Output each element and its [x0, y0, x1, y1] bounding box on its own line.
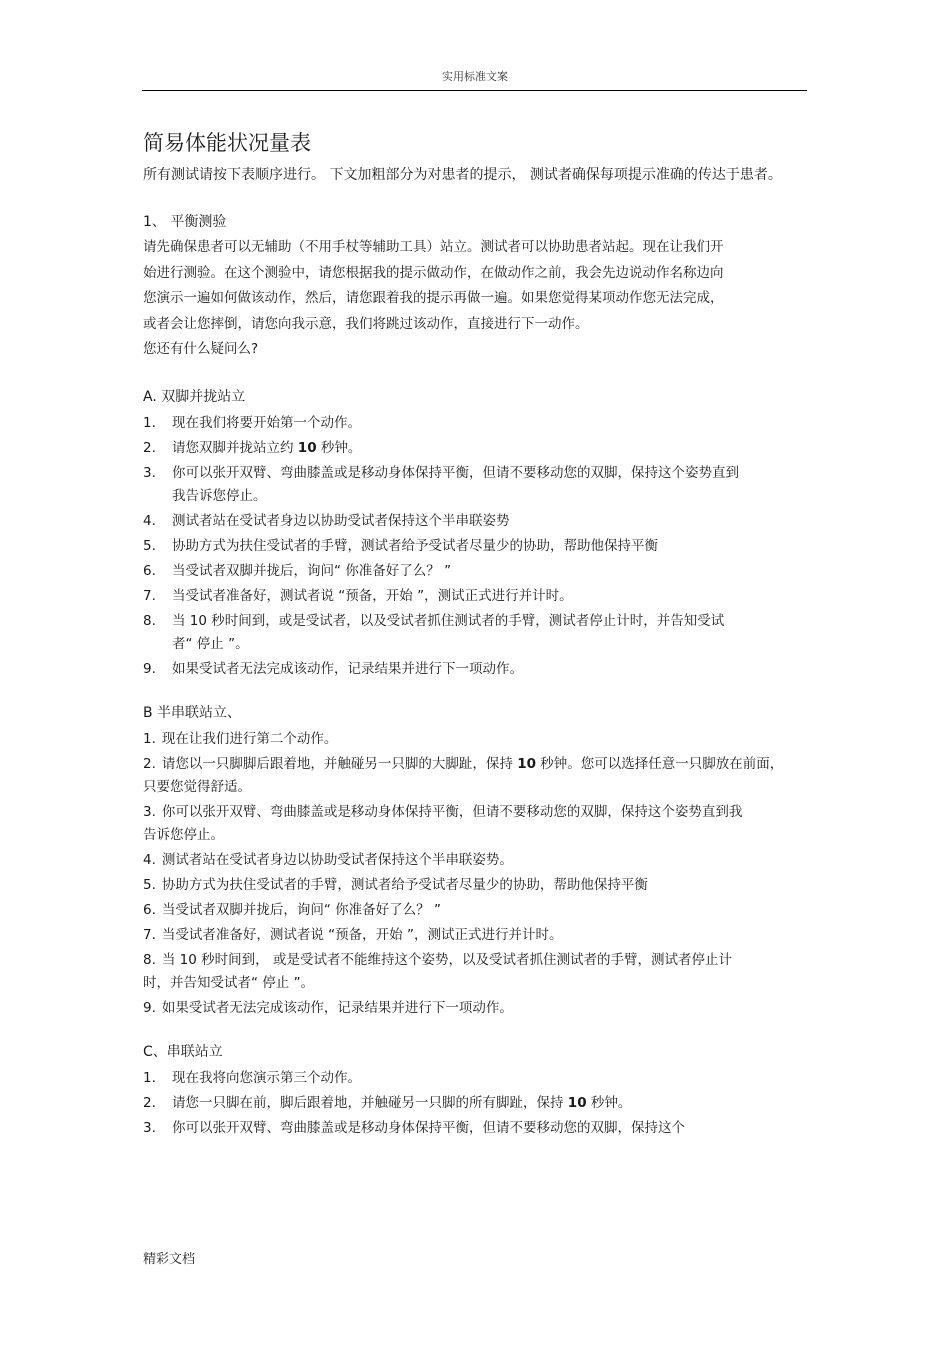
item-text: 秒钟。: [316, 439, 362, 456]
intro-paragraph: 所有测试请按下表顺序进行。 下文加粗部分为对患者的提示， 测试者确保每项提示准确的传达于患者。: [143, 167, 782, 183]
page-footer: 精彩文档: [143, 1252, 196, 1267]
item-text: 当受试者双脚并拢后，询问“ 你准备好了么？ ”: [172, 562, 452, 579]
list-item: [143, 585, 808, 608]
section-1-heading: 1、 平衡测验: [143, 214, 227, 230]
list-item: [143, 1117, 808, 1140]
item-text: 请您以一只脚脚后跟着地，并触碰另一只脚的大脚趾，保持: [161, 755, 518, 772]
item-number: 1.: [143, 414, 156, 431]
section-c-list: [143, 1067, 808, 1140]
item-text: 现在让我们进行第二个动作。: [161, 730, 338, 747]
item-number: 4.: [143, 851, 156, 868]
item-number: 2.: [143, 755, 156, 772]
item-number: 5.: [143, 537, 156, 554]
list-item: [143, 924, 795, 947]
item-number: 5.: [143, 876, 156, 893]
list-item: [143, 462, 808, 508]
item-text: 测试者站在受试者身边以协助受试者保持这个半串联姿势: [172, 512, 510, 529]
list-item: [143, 849, 795, 872]
item-text: 如果受试者无法完成该动作，记录结果并进行下一项动作。: [161, 999, 513, 1016]
item-text: 当受试者准备好，测试者说 “预备，开始 ”，测试正式进行并计时。: [161, 926, 563, 943]
duration-number: 10: [297, 439, 317, 456]
list-item: [143, 728, 795, 751]
item-number: 1.: [143, 1069, 156, 1086]
list-item: [143, 753, 795, 799]
list-item: [143, 412, 808, 435]
list-item: [143, 560, 808, 583]
document-title: 简易体能状况量表: [143, 131, 311, 155]
list-item: [143, 658, 808, 681]
item-number: 2.: [143, 1094, 156, 1111]
list-item: [143, 997, 795, 1020]
item-text: 测试者站在受试者身边以协助受试者保持这个半串联姿势。: [161, 851, 513, 868]
list-item: [143, 949, 758, 995]
list-item: [143, 1067, 808, 1090]
item-number: 9.: [143, 999, 156, 1016]
item-number: 1.: [143, 730, 156, 747]
item-number: 6.: [143, 901, 156, 918]
duration-number: 10: [567, 1094, 587, 1111]
duration-number: 10: [517, 755, 536, 772]
section-b-heading: B 半串联站立、: [143, 704, 242, 721]
list-item: [143, 510, 808, 533]
list-item: [143, 610, 808, 656]
item-text: 协助方式为扶住受试者的手臂，测试者给予受试者尽量少的协助，帮助他保持平衡: [172, 537, 658, 554]
section-b-list: [143, 728, 808, 1020]
list-item: [143, 899, 795, 922]
page-header: 实用标准文案: [442, 70, 508, 83]
item-number: 2.: [143, 439, 156, 456]
list-item: [143, 801, 743, 847]
item-number: 7.: [143, 587, 156, 604]
list-item: [143, 1092, 808, 1115]
item-number: 6.: [143, 562, 156, 579]
item-number: 9.: [143, 660, 156, 677]
section-1-question: 您还有什么疑问么?: [143, 341, 259, 357]
item-text: 如果受试者无法完成该动作，记录结果并进行下一项动作。: [172, 660, 523, 677]
item-text: 你可以张开双臂、弯曲膝盖或是移动身体保持平衡，但请不要移动您的双脚，保持这个姿势直到我告诉您停止。: [143, 803, 743, 843]
item-text: 当受试者准备好，测试者说 “预备，开始 ”，测试正式进行并计时。: [172, 587, 573, 604]
item-text: 秒钟。您可以选择任意一只脚放在前面，只要您觉得舒适。: [143, 755, 784, 795]
section-a-list: [143, 412, 808, 681]
item-text: 现在我们将要开始第一个动作。: [172, 414, 361, 431]
item-text: 秒钟。: [586, 1094, 632, 1111]
item-number: 8.: [143, 951, 156, 968]
item-text: 当受试者双脚并拢后，询问“ 你准备好了么？ ”: [161, 901, 441, 918]
item-text: 请您双脚并拢站立约: [172, 439, 298, 456]
list-item: [143, 535, 808, 558]
section-c-heading: C、串联站立: [143, 1043, 223, 1060]
item-text: 当 10 秒时间到， 或是受试者不能维持这个姿势，以及受试者抓住测试者的手臂，测试者停止计时，并告知受试者“ 停止 ”。: [143, 951, 732, 991]
header-divider: [142, 90, 807, 91]
list-item: [143, 874, 795, 897]
item-text: 你可以张开双臂、弯曲膝盖或是移动身体保持平衡，但请不要移动您的双脚，保持这个: [172, 1119, 685, 1136]
section-1-body: 请先确保患者可以无辅助（不用手杖等辅助工具）站立。测试者可以协助患者站起。现在让我们开始进行测验。在这个测验中，请您根据我的提示做动作，在做动作之前，我会先边说动作名称边向您演示一遍如何做该动作，然后，请您跟着我的提示再做一遍。如果您觉得某项动作您无法完成，或者会让您摔倒，请您向我示意，我们将跳过该动作，直接进行下一动作。: [143, 239, 724, 332]
item-text: 你可以张开双臂、弯曲膝盖或是移动身体保持平衡，但请不要移动您的双脚，保持这个姿势直到我告诉您停止。: [172, 464, 739, 504]
list-item: [143, 437, 808, 460]
item-number: 4.: [143, 512, 156, 529]
item-text: 协助方式为扶住受试者的手臂，测试者给予受试者尽量少的协助，帮助他保持平衡: [161, 876, 648, 893]
item-number: 3.: [143, 1119, 156, 1136]
section-a-heading: A. 双脚并拢站立: [143, 388, 246, 405]
item-number: 3.: [143, 803, 156, 820]
item-text: 现在我将向您演示第三个动作。: [172, 1069, 361, 1086]
item-text: 请您一只脚在前，脚后跟着地，并触碰另一只脚的所有脚趾，保持: [172, 1094, 568, 1111]
document-body: [143, 128, 808, 1140]
item-text: 当 10 秒时间到，或是受试者，以及受试者抓住测试者的手臂，测试者停止计时，并告知受试者“ 停止 ”。: [172, 612, 725, 652]
item-number: 3.: [143, 464, 156, 481]
item-number: 8.: [143, 612, 156, 629]
item-number: 7.: [143, 926, 156, 943]
